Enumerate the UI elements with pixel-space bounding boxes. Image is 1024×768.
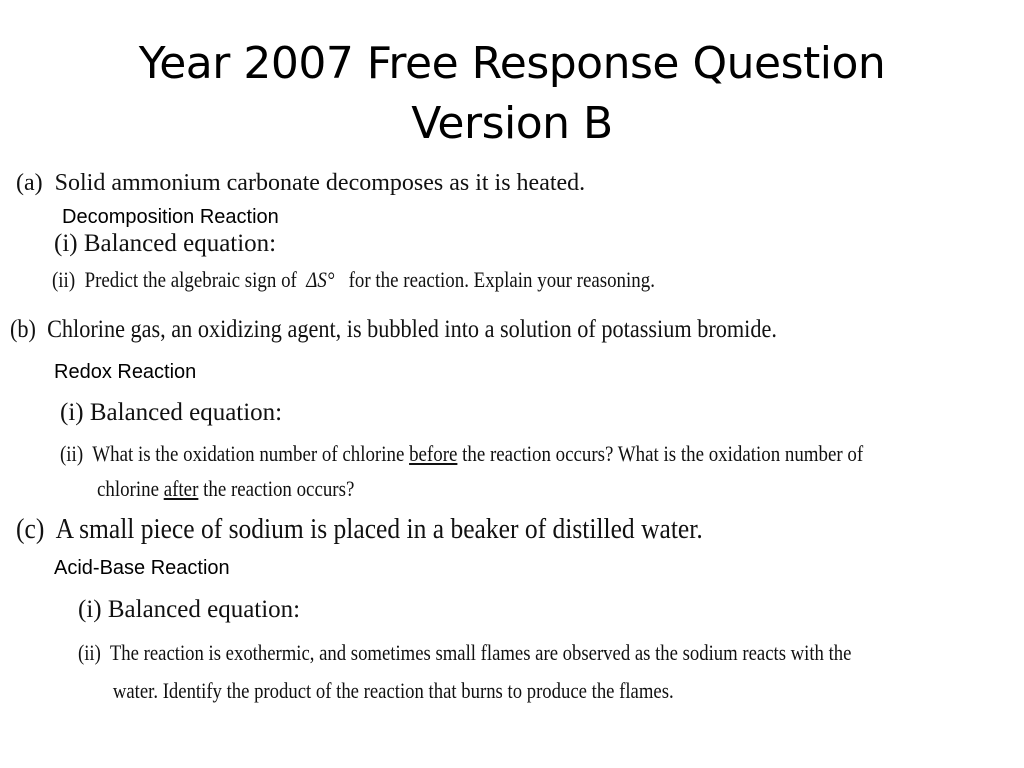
delta-s-symbol: ΔS° bbox=[306, 267, 335, 292]
part-b-ii-marker: (ii) bbox=[60, 441, 84, 466]
part-c-item-i: (i) Balanced equation: bbox=[78, 596, 301, 623]
part-b-prompt-text: Chlorine gas, an oxidizing agent, is bubbled into a solution of potassium bromide. bbox=[47, 316, 777, 343]
part-c-marker: (c) bbox=[16, 513, 45, 545]
part-a-item-ii bbox=[52, 267, 753, 293]
part-c-prompt-text: A small piece of sodium is placed in a beaker of distilled water. bbox=[55, 513, 703, 545]
part-c-ii-marker: (ii) bbox=[78, 640, 101, 665]
part-c-ii-line2: water. Identify the product of the reaction that burns to produce the flames. bbox=[112, 678, 674, 703]
slide-title-line1: Year 2007 Free Response Question bbox=[138, 38, 886, 89]
part-b-ii-text2: the reaction occurs? What is the oxidation number of bbox=[462, 441, 864, 466]
part-a-ii-marker: (ii) bbox=[52, 267, 76, 292]
part-b-item-i: (i) Balanced equation: bbox=[60, 399, 283, 426]
part-c-prompt bbox=[16, 513, 796, 546]
part-b-marker: (b) bbox=[10, 316, 36, 343]
underlined-after: after bbox=[163, 476, 199, 501]
part-b-item-ii bbox=[60, 436, 994, 506]
part-a-ii-text-after: for the reaction. Explain your reasoning. bbox=[348, 267, 655, 292]
part-b-ii-text1: What is the oxidation number of chlorine bbox=[92, 441, 405, 466]
part-a-category: Decomposition Reaction bbox=[62, 206, 279, 228]
part-a-prompt bbox=[16, 170, 585, 197]
part-b-category: Redox Reaction bbox=[54, 361, 197, 383]
part-c-category: Acid-Base Reaction bbox=[54, 557, 230, 579]
part-a-marker: (a) bbox=[16, 170, 43, 196]
underlined-before: before bbox=[409, 441, 458, 466]
part-a-ii-text-before: Predict the algebraic sign of bbox=[84, 267, 297, 292]
part-b-ii-text3: chlorine bbox=[96, 476, 159, 501]
part-c-item-ii bbox=[78, 634, 988, 710]
slide-title bbox=[0, 34, 1024, 154]
part-c-ii-line1: The reaction is exothermic, and sometimes small flames are observed as the sodium reacts with the bbox=[109, 640, 852, 665]
part-a-item-i: (i) Balanced equation: bbox=[54, 230, 277, 257]
slide-title-line2: Version B bbox=[411, 98, 613, 149]
part-b-ii-text4: the reaction occurs? bbox=[203, 476, 355, 501]
part-b-prompt bbox=[10, 316, 872, 344]
part-a-prompt-text: Solid ammonium carbonate decomposes as it is heated. bbox=[54, 170, 586, 196]
